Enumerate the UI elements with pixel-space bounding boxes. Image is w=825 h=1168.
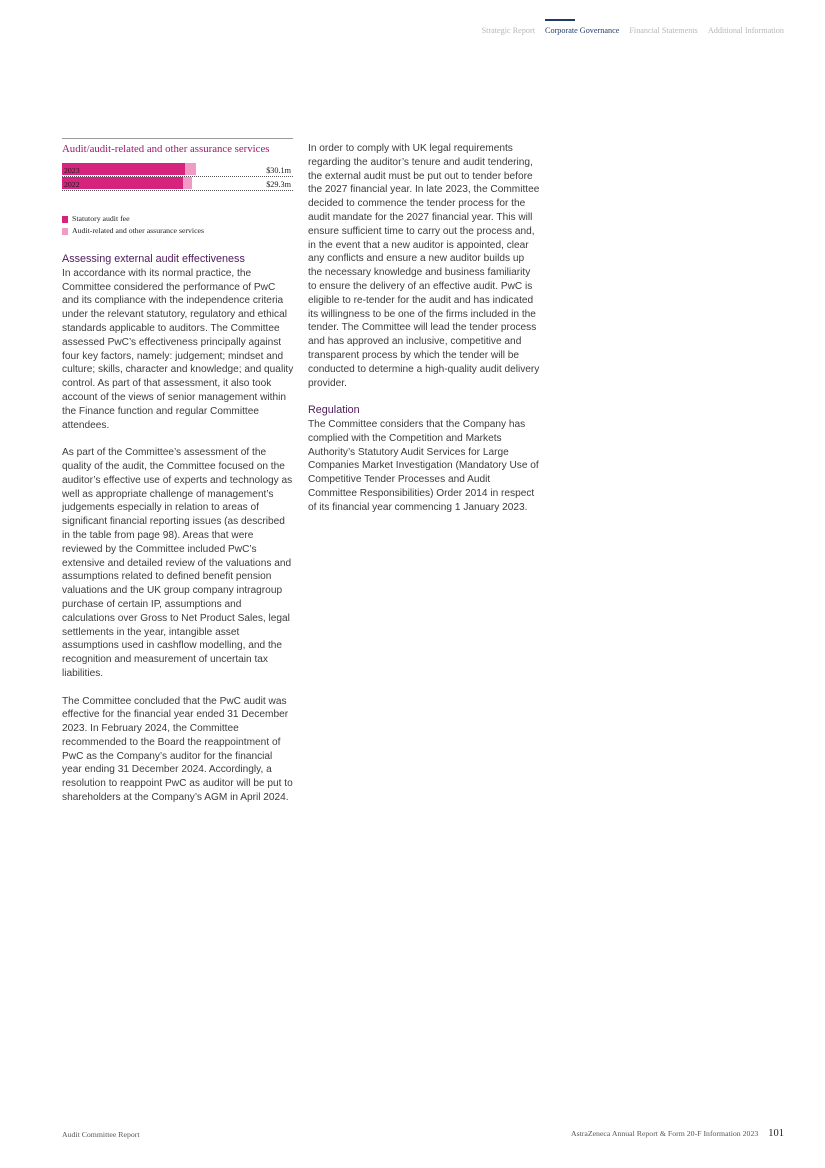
left-column	[62, 138, 294, 819]
bar-2022-statutory	[62, 177, 183, 189]
footer-report-title: AstraZeneca Annual Report & Form 20-F Information 2023	[570, 1129, 759, 1138]
bar-2022-value-label: $29.3m	[266, 180, 291, 189]
page-number: 101	[768, 1128, 784, 1139]
bar-row-2022	[62, 177, 293, 191]
footer-right	[571, 1128, 784, 1139]
paragraph-effectiveness-2: As part of the Committee’s assessment of the quality of the audit, the Committee focused on the auditor’s effective use of experts and technology as well as appropriate challenge of management’s judgements especially in relation to areas of significant financial reporting issues (as described in the table from page 98). Areas that were reviewed by the Committee included PwC’s extensive and detailed review of the valuations and assumptions related to defined benefit pension valuations and the UK group company intragroup purchase of certain IP, assumptions and calculations over Gross to Net Product Sales, legal settlements in the year, intangible asset assumptions used in cashflow modelling, and the recognition and measurement of uncertain tax liabilities.	[62, 447, 293, 679]
bar-2023-value-label: $30.1m	[266, 166, 291, 175]
paragraph-tender: In order to comply with UK legal requirements regarding the auditor’s tenure and audit tendering, the external audit must be put out to tender before the 2027 financial year. In late 2023, the Committee decided to commence the tender process for the audit mandate for the 2027 financial year. This will ensure sufficient time to carry out the process and, in the event that a new auditor is appointed, clear any conflicts and ensure a new auditor builds up the necessary knowledge and business familiarity to ensure the delivery of an effective audit. PwC is eligible to re-tender for the audit and has indicated its willingness to be one of the firms included in the tender. The Committee will lead the tender process and has approved an inclusive, competitive and transparent process by which the tender will be conducted to determine a high-quality audit delivery provider.	[308, 143, 540, 389]
section-heading-effectiveness: Assessing external audit effectiveness	[62, 253, 245, 265]
nav-strategic-report[interactable]: Strategic Report	[481, 26, 536, 35]
chart-title: Audit/audit-related and other assurance services	[62, 143, 270, 155]
audit-fees-chart	[62, 138, 293, 237]
paragraph-effectiveness-1: In accordance with its normal practice, the Committee considered the performance of PwC and its compliance with the independence criteria under the relevant statutory, regulatory and ethical standards applicable to auditors. The Committee assessed PwC’s effectiveness principally against four key factors, namely: judgement; mindset and culture; skills, character and knowledge; and quality control. As part of that assessment, it also took account of the views of senior management within the Finance function and regular Committee attendees.	[62, 267, 294, 431]
legend-label-other: Audit-related and other assurance services	[72, 226, 205, 235]
legend-label-statutory: Statutory audit fee	[72, 214, 130, 223]
paragraph-effectiveness-3: The Committee concluded that the PwC audit was effective for the financial year ended 31 December 2023. In February 2024, the Committee recommended to the Board the reappointment of PwC as the Company’s auditor for the financial year ending 31 December 2024. Accordingly, a resolution to reappoint PwC as auditor will be put to shareholders at the Company’s AGM in April 2024.	[62, 695, 293, 804]
bar-row-2023	[62, 163, 293, 177]
bar-2023-year-label: 2023	[64, 166, 80, 175]
legend-swatch-other	[62, 228, 68, 235]
legend-item-other	[62, 225, 293, 237]
chart-legend	[62, 213, 293, 237]
bar-2022-year-label: 2022	[64, 180, 80, 189]
nav-additional-information[interactable]: Additional Information	[707, 26, 784, 35]
right-column	[308, 142, 540, 528]
top-navigation	[482, 26, 784, 35]
paragraph-regulation: The Committee considers that the Company has complied with the Competition and Markets Authority’s Statutory Audit Services for Large Companies Market Investigation (Mandatory Use of Competitive Tender Processes and Audit Committee Responsibilities) Order 2014 in respect of its financial year commencing 1 January 2023.	[308, 418, 539, 513]
bar-2022-other	[183, 177, 192, 189]
legend-swatch-statutory	[62, 216, 68, 223]
legend-item-statutory	[62, 213, 293, 225]
section-heading-regulation: Regulation	[308, 404, 360, 417]
nav-financial-statements[interactable]: Financial Statements	[629, 26, 698, 35]
footer-section-title: Audit Committee Report	[62, 1130, 140, 1139]
bar-2023-statutory	[62, 163, 185, 175]
chart-bars	[62, 163, 293, 191]
nav-corporate-governance[interactable]: Corporate Governance	[545, 26, 620, 35]
bar-2023-other	[185, 163, 195, 175]
